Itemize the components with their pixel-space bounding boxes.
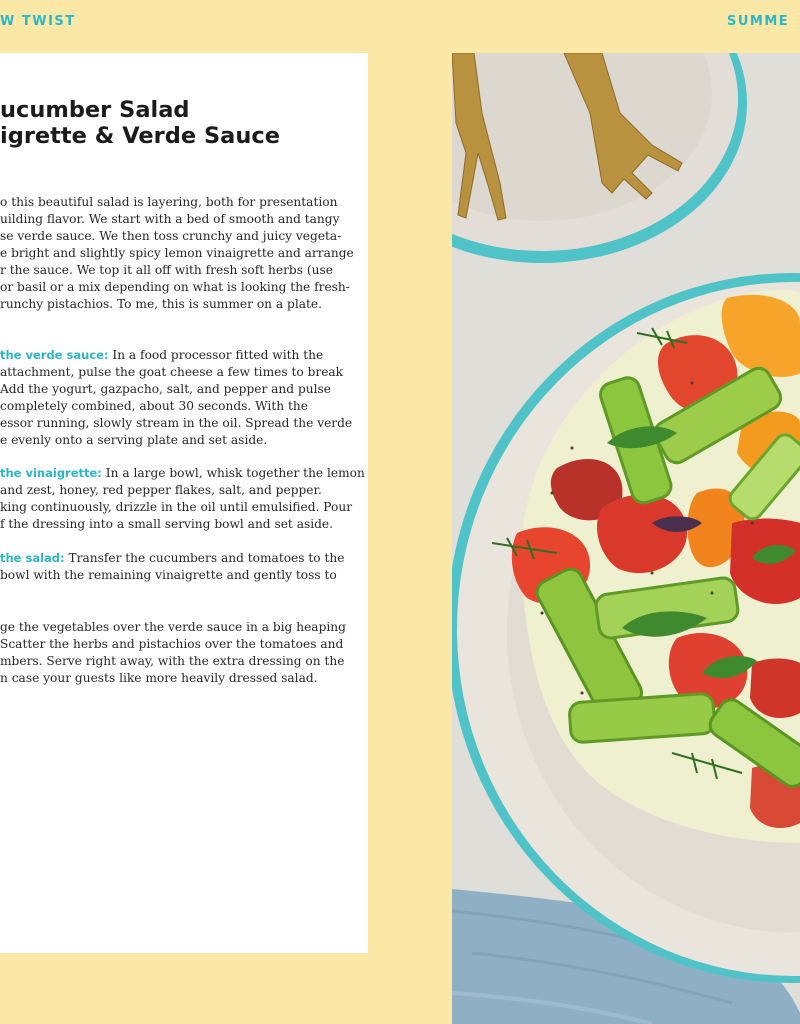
salad-photo-illustration: [452, 53, 800, 1024]
salad-photo: [452, 53, 800, 1024]
title-line: ucumber Salad: [0, 97, 190, 123]
step-text: In a food processor fitted with the: [108, 348, 324, 362]
step-text: Transfer the cucumbers and tomatoes to the: [64, 551, 345, 565]
step-line: mbers. Serve right away, with the extra dressing on the: [0, 654, 345, 668]
recipe-title: [0, 97, 280, 149]
intro-line: e bright and slightly spicy lemon vinaigrette and arrange: [0, 246, 354, 260]
intro-line: uilding flavor. We start with a bed of smooth and tangy: [0, 212, 340, 226]
intro-line: runchy pistachios. To me, this is summer on a plate.: [0, 297, 322, 311]
running-head-left: W TWIST: [0, 14, 76, 29]
step-line: essor running, slowly stream in the oil. Spread the verde: [0, 416, 353, 430]
intro-line: or basil or a mix depending on what is looking the fresh-: [0, 280, 350, 294]
step-line: n case your guests like more heavily dressed salad.: [0, 671, 318, 685]
step-line: f the dressing into a small serving bowl and set aside.: [0, 517, 334, 531]
step-line: [0, 550, 345, 567]
recipe-text-panel: [0, 53, 368, 953]
intro-line: o this beautiful salad is layering, both for presentation: [0, 195, 338, 209]
step-text: In a large bowl, whisk together the lemon: [101, 466, 365, 480]
step-label: the verde sauce:: [0, 348, 109, 362]
step-line: bowl with the remaining vinaigrette and gently toss to: [0, 568, 337, 582]
step-line: completely combined, about 30 seconds. With the: [0, 399, 308, 413]
intro-line: se verde sauce. We then toss crunchy and juicy vegeta-: [0, 229, 342, 243]
step-line: and zest, honey, red pepper flakes, salt, and pepper.: [0, 483, 322, 497]
recipe-intro: [0, 194, 354, 313]
running-head-right: SUMME: [727, 14, 790, 29]
step-line: attachment, pulse the goat cheese a few times to break: [0, 365, 344, 379]
step-vinaigrette: [0, 465, 365, 533]
step-line: ge the vegetables over the verde sauce in a big heaping: [0, 620, 346, 634]
step-line: e evenly onto a serving plate and set aside.: [0, 433, 268, 447]
intro-line: r the sauce. We top it all off with fresh soft herbs (use: [0, 263, 333, 277]
step-line: [0, 465, 365, 482]
step-label: the salad:: [0, 551, 65, 565]
step-serve: [0, 619, 346, 687]
title-line: igrette & Verde Sauce: [0, 123, 280, 149]
step-salad: [0, 550, 345, 584]
step-line: Add the yogurt, gazpacho, salt, and pepper and pulse: [0, 382, 331, 396]
step-line: king continuously, drizzle in the oil until emulsified. Pour: [0, 500, 353, 514]
step-label: the vinaigrette:: [0, 466, 102, 480]
step-line: Scatter the herbs and pistachios over the tomatoes and: [0, 637, 344, 651]
step-line: [0, 347, 340, 364]
step-verde-sauce: [0, 347, 353, 449]
